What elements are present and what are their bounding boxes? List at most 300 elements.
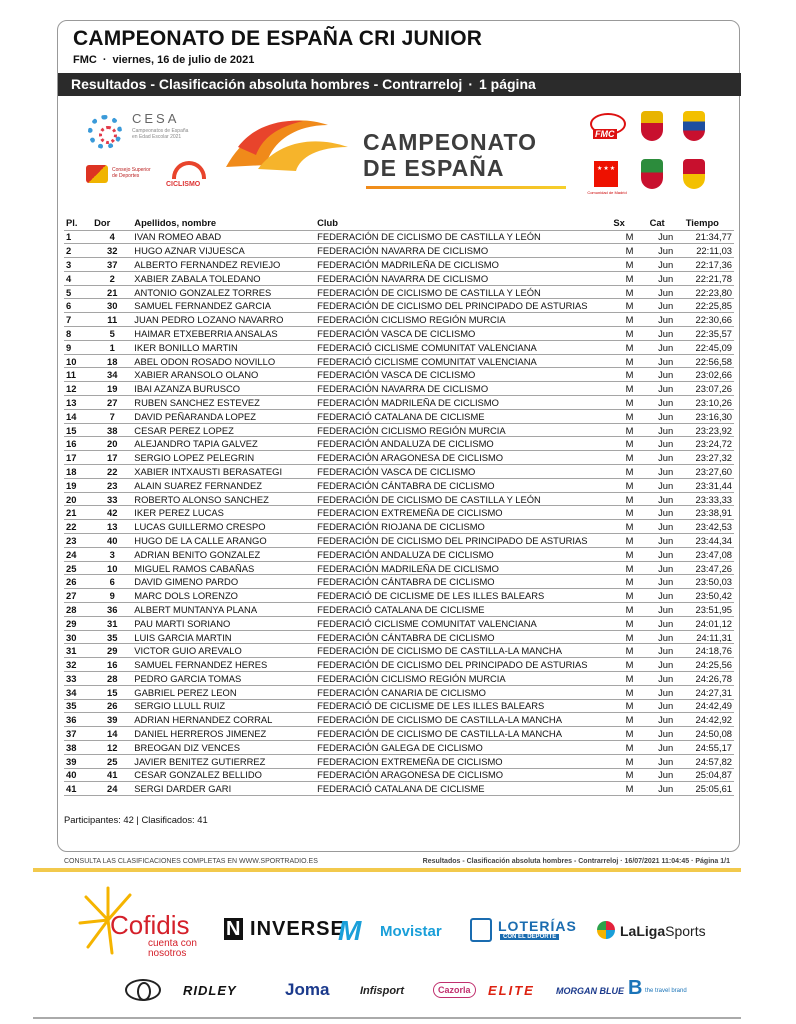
fmc-logo [588,111,630,141]
cell-place: 28 [64,603,92,617]
cell-sex: M [611,492,647,506]
cell-time: 22:25,85 [684,299,734,313]
header-subline: FMC · viernes, 16 de julio de 2021 [73,54,255,66]
cell-club: FEDERACIÓN RIOJANA DE CICLISMO [315,520,611,534]
cell-sex: M [611,506,647,520]
cell-sex: M [611,368,647,382]
event-logo-title [363,129,537,181]
table-row [64,327,734,341]
page-count: 1 página [478,76,536,92]
comunidad-madrid-text: Comunidad de Madrid [587,190,627,195]
table-row [64,299,734,313]
cell-sex: M [611,313,647,327]
cell-bib: 12 [92,740,132,754]
cell-place: 10 [64,354,92,368]
cell-club: FEDERACIÓN NAVARRA DE CICLISMO [315,382,611,396]
cell-category: Jun [648,327,684,341]
cell-bib: 30 [92,299,132,313]
col-header-place: Pl. [66,217,78,229]
cell-place: 30 [64,630,92,644]
cell-name: CESAR PEREZ LOPEZ [132,423,315,437]
cell-time: 22:30,66 [684,313,734,327]
b-travel-logo: B [628,977,643,999]
cell-name: HAIMAR ETXEBERRIA ANSALAS [132,327,315,341]
table-row [64,340,734,354]
cell-bib: 42 [92,506,132,520]
cell-sex: M [611,271,647,285]
cell-time: 25:04,87 [684,768,734,782]
cell-bib: 25 [92,754,132,768]
fmc-logo-text: FMC [595,129,615,139]
cell-category: Jun [648,354,684,368]
cell-club: FEDERACIÓN DE CICLISMO DEL PRINCIPADO DE ASTURIAS [315,299,611,313]
cell-name: SAMUEL FERNANDEZ HERES [132,658,315,672]
morgan-blue-logo: MORGAN BLUE [556,986,624,996]
cell-place: 25 [64,561,92,575]
cell-category: Jun [648,465,684,479]
cell-category: Jun [648,382,684,396]
cell-time: 22:45,09 [684,340,734,354]
cell-time: 23:44,34 [684,534,734,548]
cell-place: 27 [64,589,92,603]
cell-sex: M [611,451,647,465]
table-row [64,396,734,410]
cell-time: 23:50,42 [684,589,734,603]
cell-category: Jun [648,313,684,327]
cell-sex: M [611,768,647,782]
page-footer [60,856,740,868]
cell-time: 23:10,26 [684,396,734,410]
cell-category: Jun [648,672,684,686]
table-row [64,754,734,768]
csd-text: Consejo Superior de Deportes [112,167,151,179]
cell-category: Jun [648,423,684,437]
cell-name: ALAIN SUAREZ FERNANDEZ [132,478,315,492]
cell-sex: M [611,244,647,258]
col-header-sex: Sx [613,217,625,229]
table-row [64,740,734,754]
footer-link-text[interactable]: CONSULTA LAS CLASIFICACIONES COMPLETAS EN WWW.SPORTRADIO.ES [64,858,318,865]
cell-time: 24:42,92 [684,713,734,727]
table-row [64,230,734,244]
cell-bib: 39 [92,713,132,727]
cell-category: Jun [648,603,684,617]
cell-name: JUAN PEDRO LOZANO NAVARRO [132,313,315,327]
cell-sex: M [611,299,647,313]
cell-time: 23:24,72 [684,437,734,451]
cell-bib: 19 [92,382,132,396]
cell-category: Jun [648,782,684,796]
col-header-club: Club [317,217,338,229]
cell-category: Jun [648,478,684,492]
cell-club: FEDERACIÓ DE CICLISME DE LES ILLES BALEARS [315,699,611,713]
cofidis-tagline-1: cuenta con [148,938,197,949]
cell-place: 23 [64,534,92,548]
cell-category: Jun [648,244,684,258]
cell-bib: 2 [92,271,132,285]
cell-time: 24:18,76 [684,644,734,658]
cell-sex: M [611,561,647,575]
cell-sex: M [611,409,647,423]
cell-club: FEDERACIÓN ANDALUZA DE CICLISMO [315,437,611,451]
cell-bib: 23 [92,478,132,492]
cell-sex: M [611,520,647,534]
cell-sex: M [611,354,647,368]
crest-shield-icon [683,159,705,189]
cell-sex: M [611,340,647,354]
cell-name: DAVID GIMENO PARDO [132,575,315,589]
cell-sex: M [611,382,647,396]
cell-place: 40 [64,768,92,782]
cell-place: 36 [64,713,92,727]
cell-bib: 26 [92,699,132,713]
cell-time: 23:38,91 [684,506,734,520]
cell-time: 23:02,66 [684,368,734,382]
cell-name: DANIEL HERREROS JIMENEZ [132,727,315,741]
cell-category: Jun [648,258,684,272]
cell-club: FEDERACIÓN VASCA DE CICLISMO [315,368,611,382]
cell-bib: 29 [92,644,132,658]
crest-shield-icon [641,159,663,189]
cell-club: FEDERACIÓN GALEGA DE CICLISMO [315,740,611,754]
cell-category: Jun [648,658,684,672]
cell-name: HUGO AZNAR VIJUESCA [132,244,315,258]
cell-category: Jun [648,534,684,548]
cell-category: Jun [648,561,684,575]
cell-sex: M [611,644,647,658]
loterias-tagline: CON EL DEPORTE [500,934,559,940]
cell-sex: M [611,547,647,561]
cell-club: FEDERACIÓN DE CICLISMO DE CASTILLA-LA MANCHA [315,644,611,658]
cell-category: Jun [648,299,684,313]
bottom-divider [33,1017,741,1019]
cell-name: LUCAS GUILLERMO CRESPO [132,520,315,534]
cell-bib: 37 [92,258,132,272]
cell-name: CESAR GONZALEZ BELLIDO [132,768,315,782]
cell-club: FEDERACIÓN ARAGONESA DE CICLISMO [315,451,611,465]
cell-name: MARC DOLS LORENZO [132,589,315,603]
cell-name: SERGIO LLULL RUIZ [132,699,315,713]
table-row [64,575,734,589]
cell-name: DAVID PEÑARANDA LOPEZ [132,409,315,423]
cell-place: 26 [64,575,92,589]
table-row [64,354,734,368]
cell-place: 13 [64,396,92,410]
table-row [64,437,734,451]
cell-name: XABIER INTXAUSTI BERASATEGI [132,465,315,479]
cell-category: Jun [648,506,684,520]
cell-bib: 21 [92,285,132,299]
table-row [64,630,734,644]
cell-club: FEDERACIÓN MADRILEÑA DE CICLISMO [315,258,611,272]
cell-sex: M [611,616,647,630]
cell-sex: M [611,672,647,686]
cell-name: IKER BONILLO MARTIN [132,340,315,354]
cell-club: FEDERACIÓN DE CICLISMO DE CASTILLA Y LEÓN [315,285,611,299]
table-row [64,672,734,686]
cell-bib: 33 [92,492,132,506]
table-row [64,547,734,561]
table-row [64,285,734,299]
cell-sex: M [611,478,647,492]
table-row [64,782,734,796]
cell-time: 24:11,31 [684,630,734,644]
cell-category: Jun [648,630,684,644]
rfec-arc-icon [172,161,206,179]
cell-sex: M [611,782,647,796]
cell-place: 21 [64,506,92,520]
cell-club: FEDERACIÓN CICLISMO REGIÓN MURCIA [315,672,611,686]
cell-club: FEDERACIÓN NAVARRA DE CICLISMO [315,271,611,285]
cell-bib: 4 [92,230,132,244]
cell-club: FEDERACIÓ CATALANA DE CICLISME [315,409,611,423]
cell-club: FEDERACIÓN DE CICLISMO DE CASTILLA-LA MANCHA [315,713,611,727]
cell-bib: 38 [92,423,132,437]
comunidad-madrid-flag-icon: ★★★ [594,161,618,187]
cell-sex: M [611,465,647,479]
cell-bib: 22 [92,465,132,479]
table-row [64,258,734,272]
cell-club: FEDERACIÓ CATALANA DE CICLISME [315,782,611,796]
cell-category: Jun [648,685,684,699]
cell-club: FEDERACIÓN CICLISMO REGIÓN MURCIA [315,313,611,327]
cell-name: LUIS GARCIA MARTIN [132,630,315,644]
cell-bib: 28 [92,672,132,686]
cell-name: VICTOR GUIO AREVALO [132,644,315,658]
cell-place: 9 [64,340,92,354]
cell-place: 37 [64,727,92,741]
cell-place: 8 [64,327,92,341]
cell-place: 1 [64,230,92,244]
results-title-bar: Resultados - Clasificación absoluta hombres - Contrarreloj · 1 página [58,73,741,96]
toyota-logo-icon [125,979,161,1001]
cell-name: SERGI DARDER GARI [132,782,315,796]
cell-time: 21:34,77 [684,230,734,244]
cell-place: 14 [64,409,92,423]
joma-logo: Joma [285,980,330,999]
rfec-logo [166,161,214,191]
cell-time: 22:23,80 [684,285,734,299]
cell-category: Jun [648,451,684,465]
cell-category: Jun [648,547,684,561]
event-logo-line-1: CAMPEONATO [363,129,537,155]
cell-time: 22:21,78 [684,271,734,285]
cell-bib: 7 [92,409,132,423]
cell-time: 22:11,03 [684,244,734,258]
cell-bib: 41 [92,768,132,782]
csd-mark-icon [86,165,108,183]
event-date: viernes, 16 de julio de 2021 [112,54,255,66]
cell-name: ROBERTO ALONSO SANCHEZ [132,492,315,506]
cell-bib: 15 [92,685,132,699]
cell-category: Jun [648,492,684,506]
table-row [64,368,734,382]
cell-place: 32 [64,658,92,672]
ridley-logo: RIDLEY [183,983,237,998]
cell-time: 23:50,03 [684,575,734,589]
cell-name: JAVIER BENITEZ GUTIERREZ [132,754,315,768]
cell-club: FEDERACIÓN CICLISMO REGIÓN MURCIA [315,423,611,437]
cell-bib: 40 [92,534,132,548]
cell-club: FEDERACIÓN DE CICLISMO DE CASTILLA Y LEÓN [315,492,611,506]
cell-name: HUGO DE LA CALLE ARANGO [132,534,315,548]
cell-time: 23:47,08 [684,547,734,561]
cell-category: Jun [648,616,684,630]
cell-bib: 6 [92,575,132,589]
cell-sex: M [611,685,647,699]
cell-name: PEDRO GARCIA TOMAS [132,672,315,686]
cell-sex: M [611,230,647,244]
cell-category: Jun [648,713,684,727]
page-title: CAMPEONATO DE ESPAÑA CRI JUNIOR [73,27,483,50]
cell-place: 34 [64,685,92,699]
cell-place: 22 [64,520,92,534]
cell-category: Jun [648,727,684,741]
cell-name: ANTONIO GONZALEZ TORRES [132,285,315,299]
cell-category: Jun [648,589,684,603]
cell-name: SAMUEL FERNANDEZ GARCIA [132,299,315,313]
cell-time: 22:17,36 [684,258,734,272]
col-header-time: Tiempo [685,217,719,229]
cell-time: 23:31,44 [684,478,734,492]
cell-bib: 34 [92,368,132,382]
footer-info: Resultados - Clasificación absoluta hombres - Contrarreloj · 16/07/2021 11:04:45 · Página 1/1 [422,858,730,865]
cell-sex: M [611,285,647,299]
cell-sex: M [611,258,647,272]
cell-time: 23:33,33 [684,492,734,506]
cell-club: FEDERACION EXTREMEÑA DE CICLISMO [315,506,611,520]
organizer-label: FMC [73,54,97,66]
cell-place: 3 [64,258,92,272]
cell-time: 23:23,92 [684,423,734,437]
cell-place: 20 [64,492,92,506]
cell-category: Jun [648,754,684,768]
cell-category: Jun [648,285,684,299]
cell-place: 31 [64,644,92,658]
cell-time: 24:55,17 [684,740,734,754]
cell-time: 23:27,32 [684,451,734,465]
cesa-ring-icon [88,115,122,149]
table-row [64,658,734,672]
crest-shield-icon [641,111,663,141]
cell-sex: M [611,630,647,644]
cell-name: IBAI AZANZA BURUSCO [132,382,315,396]
table-row [64,699,734,713]
cell-category: Jun [648,575,684,589]
results-title: Resultados - Clasificación absoluta hombres - Contrarreloj [71,76,463,92]
results-sheet [57,20,740,852]
cell-name: SERGIO LOPEZ PELEGRIN [132,451,315,465]
laliga-icon [597,921,615,939]
table-row [64,520,734,534]
cell-sex: M [611,713,647,727]
inverse-mark: N [226,918,242,940]
table-row [64,727,734,741]
cell-place: 16 [64,437,92,451]
cell-club: FEDERACIÓN VASCA DE CICLISMO [315,465,611,479]
cell-time: 23:16,30 [684,409,734,423]
cell-time: 24:26,78 [684,672,734,686]
table-row [64,465,734,479]
laliga-text: LaLiga [620,923,666,939]
cell-place: 41 [64,782,92,796]
cell-place: 33 [64,672,92,686]
col-header-category: Cat [649,217,665,229]
inverse-text: INVERSE [250,918,345,940]
cell-time: 22:35,57 [684,327,734,341]
cell-time: 24:57,82 [684,754,734,768]
cell-name: ALBERTO FERNANDEZ REVIEJO [132,258,315,272]
cell-place: 15 [64,423,92,437]
cell-club: FEDERACIÓN VASCA DE CICLISMO [315,327,611,341]
table-row [64,506,734,520]
table-row [64,244,734,258]
table-row [64,685,734,699]
cell-bib: 32 [92,244,132,258]
cell-category: Jun [648,409,684,423]
cell-category: Jun [648,368,684,382]
cell-club: FEDERACIÓN MADRILEÑA DE CICLISMO [315,561,611,575]
cell-sex: M [611,534,647,548]
cell-name: ALEJANDRO TAPIA GALVEZ [132,437,315,451]
cell-sex: M [611,727,647,741]
cell-bib: 10 [92,561,132,575]
cell-club: FEDERACIÓN DE CICLISMO DE CASTILLA-LA MANCHA [315,727,611,741]
elite-logo: ELITE [488,983,535,998]
cell-place: 38 [64,740,92,754]
cell-club: FEDERACION EXTREMEÑA DE CICLISMO [315,754,611,768]
event-logo-line-2: DE ESPAÑA [363,155,505,181]
cell-bib: 24 [92,782,132,796]
cell-place: 29 [64,616,92,630]
cell-category: Jun [648,230,684,244]
cell-name: ABEL ODON ROSADO NOVILLO [132,354,315,368]
cell-bib: 17 [92,451,132,465]
inverse-logo [224,918,345,941]
cell-category: Jun [648,396,684,410]
cell-place: 12 [64,382,92,396]
cell-club: FEDERACIÓN CÁNTABRA DE CICLISMO [315,478,611,492]
results-header-row [64,216,734,230]
cell-category: Jun [648,699,684,713]
cell-club: FEDERACIÓN CANARIA DE CICLISMO [315,685,611,699]
cofidis-tagline-2: nosotros [148,948,187,959]
cell-time: 22:56,58 [684,354,734,368]
cofidis-tagline [148,939,197,959]
cell-place: 11 [64,368,92,382]
laliga-logo [620,923,706,939]
cell-bib: 14 [92,727,132,741]
cell-sex: M [611,740,647,754]
table-row [64,589,734,603]
loterias-icon [470,918,492,942]
cell-name: PAU MARTI SORIANO [132,616,315,630]
cell-place: 7 [64,313,92,327]
movistar-logo: Movistar [380,923,442,940]
cell-place: 4 [64,271,92,285]
cell-bib: 31 [92,616,132,630]
cell-sex: M [611,658,647,672]
event-logo-underline [366,186,566,189]
cell-place: 5 [64,285,92,299]
cofidis-logo: Cofidis [110,910,190,940]
cell-time: 23:07,26 [684,382,734,396]
cell-time: 25:05,61 [684,782,734,796]
cell-sex: M [611,603,647,617]
table-row [64,561,734,575]
cell-place: 19 [64,478,92,492]
movistar-m-icon: M [338,915,362,946]
